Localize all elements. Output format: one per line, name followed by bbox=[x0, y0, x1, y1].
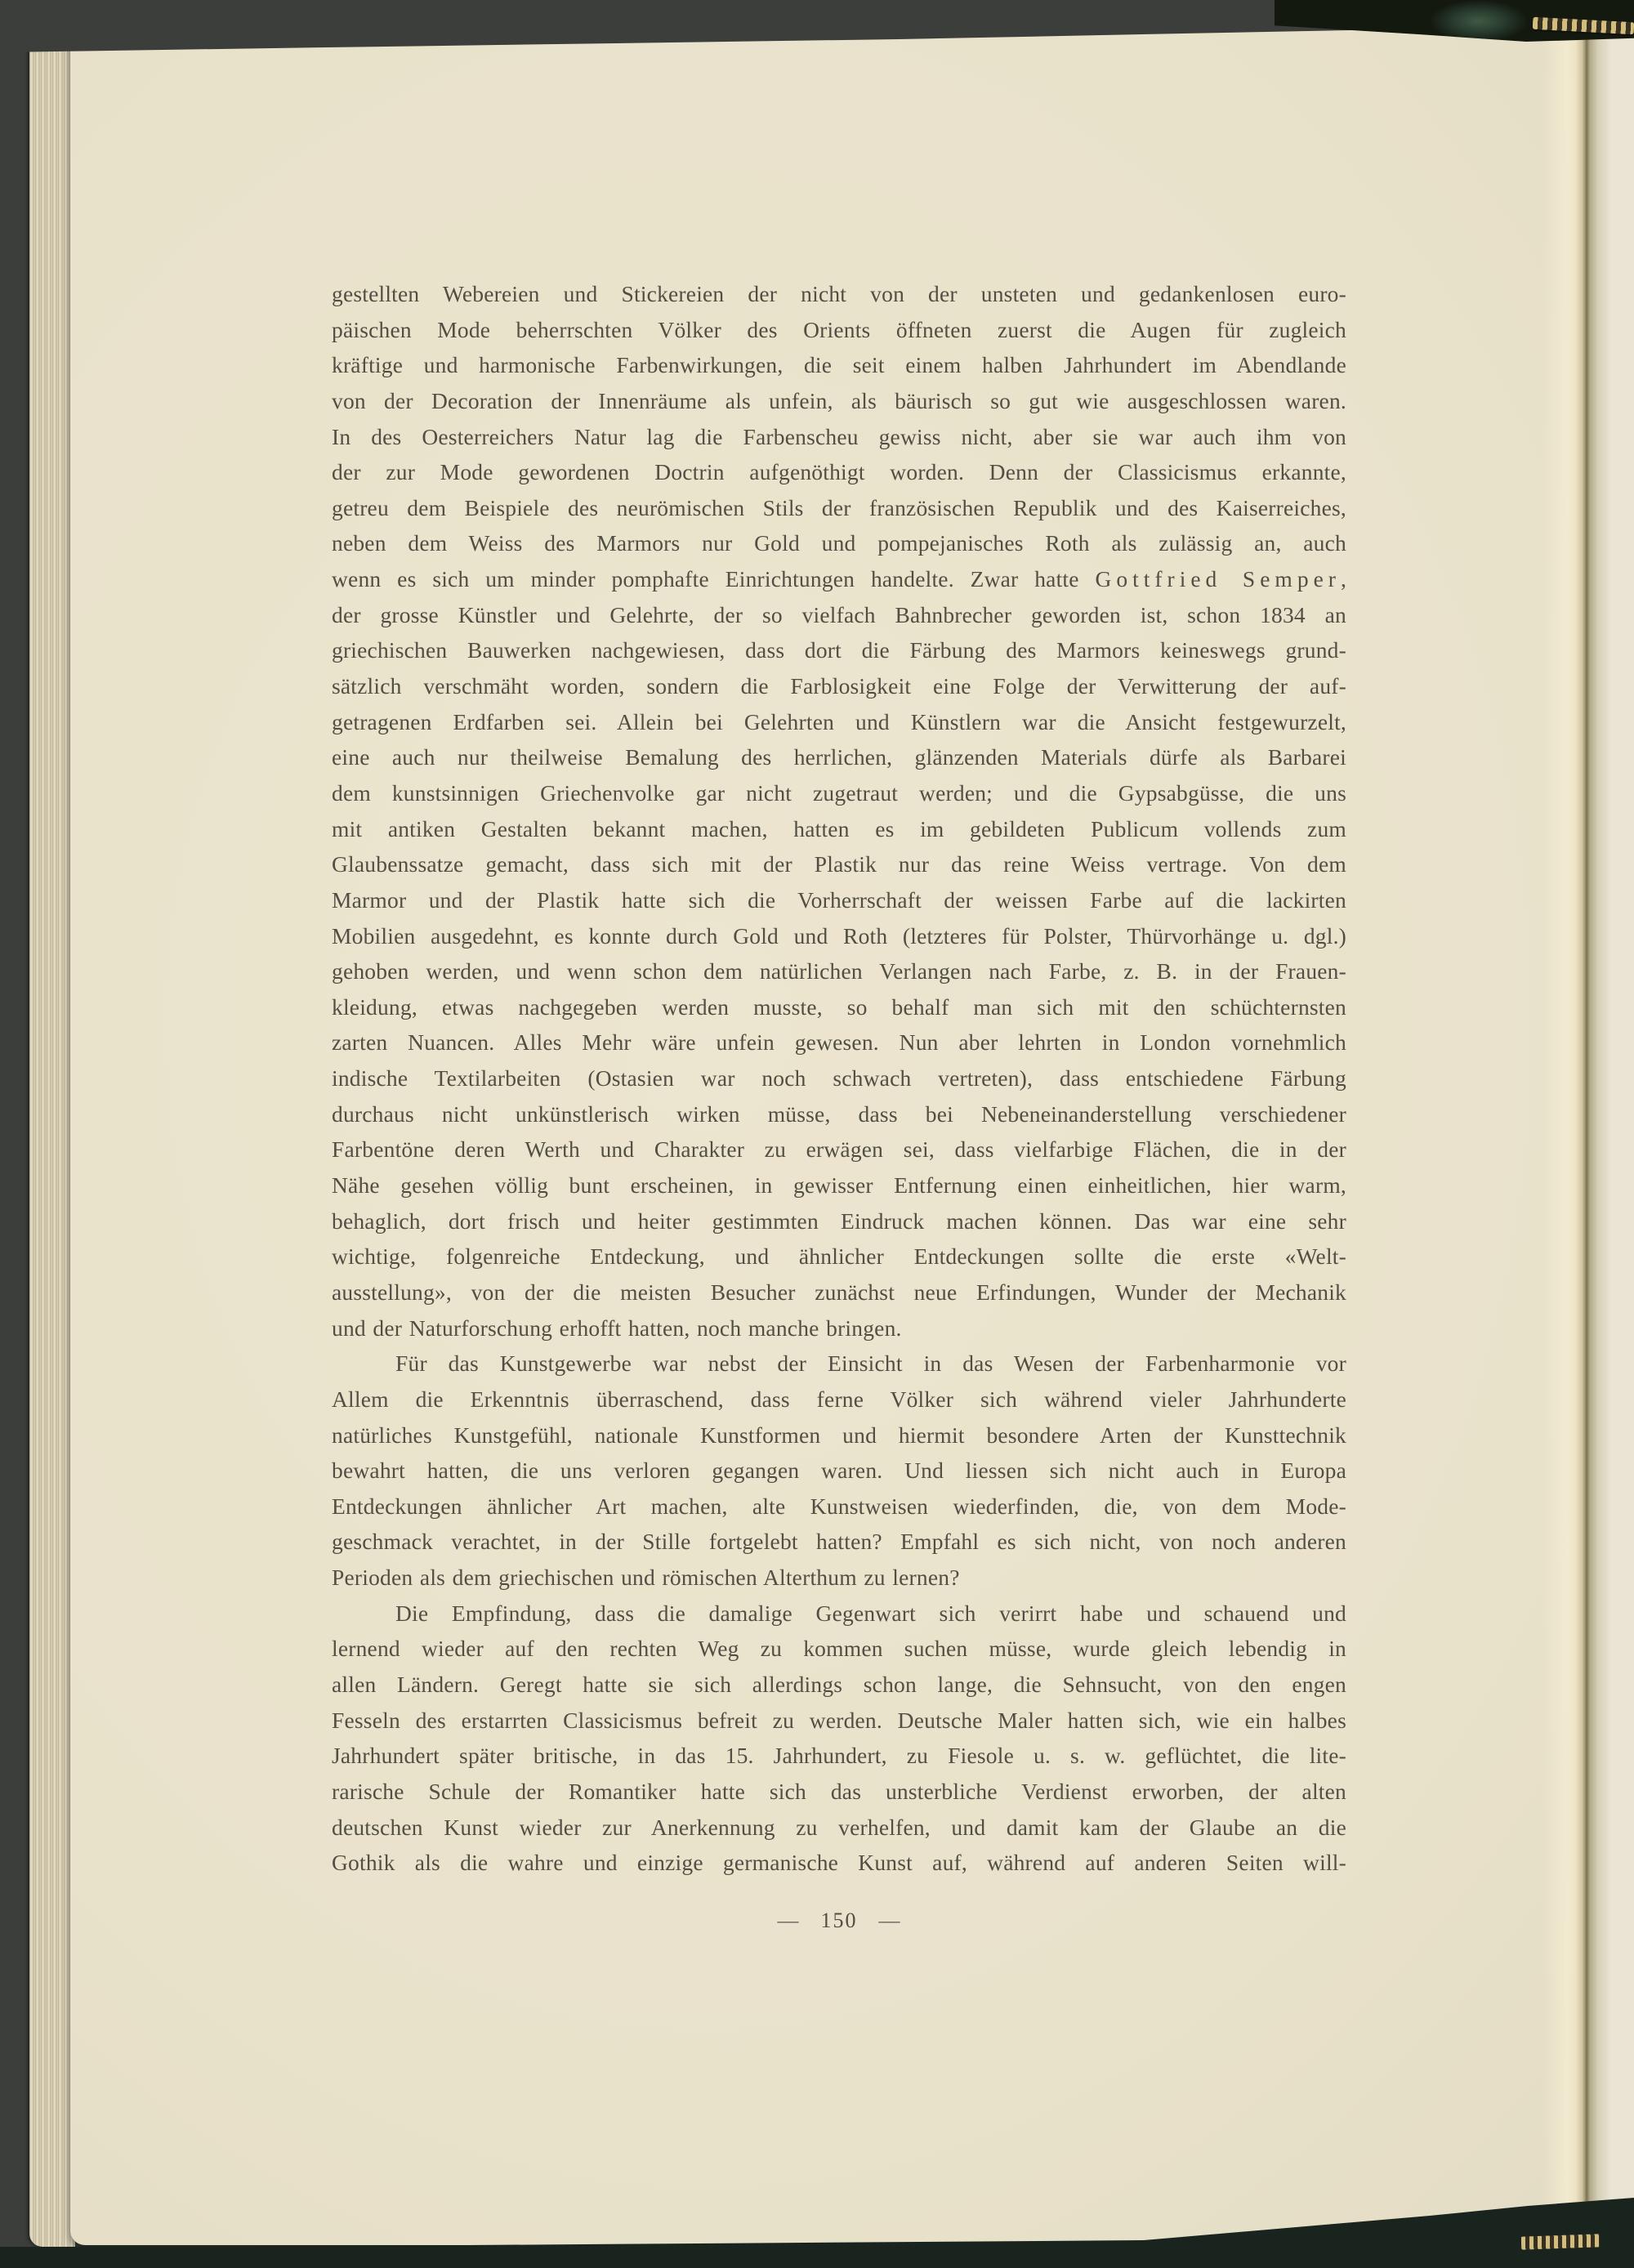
text-line: sätzlich verschmäht worden, sondern die Farblosigkeit eine Folge der Verwitterung der auf- bbox=[332, 673, 1346, 699]
text-line: päischen Mode beherrschten Völker des Orients öffneten zuerst die Augen für zugleich bbox=[332, 316, 1346, 342]
text-line: griechischen Bauwerken nachgewiesen, dass dort die Färbung des Marmors keineswegs grund- bbox=[332, 637, 1346, 663]
text-line: mit antiken Gestalten bekannt machen, hatten es im gebildeten Publicum vollends zum bbox=[332, 815, 1346, 842]
text-line: natürliches Kunstgefühl, nationale Kunstformen und hiermit besondere Arten der Kunsttechnik bbox=[332, 1422, 1346, 1448]
text-segment: , bbox=[1340, 566, 1346, 592]
text-line: Nähe gesehen völlig bunt erscheinen, in gewisser Entfernung einen einheitlichen, hier warm, bbox=[332, 1172, 1346, 1199]
paragraph bbox=[332, 1346, 1346, 1595]
adjacent-page bbox=[1587, 29, 1634, 2248]
text-line: Mobilien ausgedehnt, es konnte durch Gold und Roth (letzteres für Polster, Thürvorhänge u. dgl.) bbox=[332, 922, 1346, 949]
page-number-footer bbox=[332, 1909, 1346, 1933]
text-line: allen Ländern. Geregt hatte sie sich allerdings schon lange, die Sehnsucht, von den engen bbox=[332, 1671, 1346, 1697]
text-line: Jahrhundert später britische, in das 15. Jahrhundert, zu Fiesole u. s. w. geflüchtet, die lite- bbox=[332, 1743, 1346, 1769]
text-line: kleidung, etwas nachgegeben werden musste, so behalf man sich mit den schüchternsten bbox=[332, 993, 1346, 1020]
text-line: gehoben werden, und wenn schon dem natürlichen Verlangen nach Farbe, z. B. in der Frauen- bbox=[332, 958, 1346, 984]
text-line: wichtige, folgenreiche Entdeckung, und ähnlicher Entdeckungen sollte die erste «Welt- bbox=[332, 1243, 1346, 1270]
text-line: behaglich, dort frisch und heiter gestimmten Eindruck machen können. Das war eine sehr bbox=[332, 1208, 1346, 1234]
text-line: neben dem Weiss des Marmors nur Gold und pompejanisches Roth als zulässig an, auch bbox=[332, 530, 1346, 556]
text-line: Entdeckungen ähnlicher Art machen, alte Kunstweisen wiederfinden, die, von dem Mode- bbox=[332, 1493, 1346, 1519]
text-line bbox=[332, 561, 1346, 597]
text-line: rarische Schule der Romantiker hatte sich das unsterbliche Verdienst erworben, der alten bbox=[332, 1778, 1346, 1804]
text-line: lernend wieder auf den rechten Weg zu kommen suchen müsse, wurde gleich lebendig in bbox=[332, 1636, 1346, 1662]
text-line: gestellten Webereien und Stickereien der nicht von der unsteten und gedankenlosen euro- bbox=[332, 281, 1346, 306]
text-line: ausstellung», von der die meisten Besucher zunächst neue Erfindungen, Wunder der Mechanik bbox=[332, 1279, 1346, 1305]
text-line: Fesseln des erstarrten Classicismus befreit zu werden. Deutsche Maler hatten sich, wie ein halbes bbox=[332, 1707, 1346, 1733]
text-line: Gothik als die wahre und einzige germanische Kunst auf, während auf anderen Seiten will- bbox=[332, 1850, 1346, 1876]
text-line: Perioden als dem griechischen und römischen Alterthum zu lernen? bbox=[332, 1565, 960, 1591]
text-line: eine auch nur theilweise Bemalung des herrlichen, glänzenden Materials dürfe als Barbarei bbox=[332, 744, 1346, 770]
text-line: Allem die Erkenntnis überraschend, dass ferne Völker sich während vieler Jahrhunderte bbox=[332, 1386, 1346, 1412]
text-line: von der Decoration der Innenräume als unfein, als bäurisch so gut wie ausgeschlossen waren. bbox=[332, 387, 1346, 413]
text-line: und der Naturforschung erhofft hatten, noch manche bringen. bbox=[332, 1315, 902, 1341]
text-line: der grosse Künstler und Gelehrte, der so vielfach Bahnbrecher geworden ist, schon 1834 an bbox=[332, 601, 1346, 627]
text-line: der zur Mode gewordenen Doctrin aufgenöthigt worden. Denn der Classicismus erkannte, bbox=[332, 459, 1346, 485]
headband-bottom bbox=[1521, 2234, 1601, 2249]
footer-dash-left: — bbox=[777, 1909, 800, 1932]
text-line: Für das Kunstgewerbe war nebst der Einsicht in das Wesen der Farbenharmonie vor bbox=[395, 1351, 1346, 1377]
text-line: Marmor und der Plastik hatte sich die Vorherrschaft der weissen Farbe auf die lackirten bbox=[332, 886, 1346, 913]
text-line: In des Oesterreichers Natur lag die Farbenscheu gewiss nicht, aber sie war auch ihm von bbox=[332, 423, 1346, 449]
text-line: deutschen Kunst wieder zur Anerkennung zu verhelfen, und damit kam der Glaube an die bbox=[332, 1814, 1346, 1840]
emphasized-name: Gottfried Semper bbox=[1095, 566, 1341, 592]
paragraph bbox=[332, 1596, 1346, 1881]
text-segment: wenn es sich um minder pomphafte Einrichtungen handelte. Zwar hatte bbox=[332, 566, 1096, 592]
text-line: kräftige und harmonische Farbenwirkungen, die seit einem halben Jahrhundert im Abendlande bbox=[332, 352, 1346, 378]
text-line: zarten Nuancen. Alles Mehr wäre unfein gewesen. Nun aber lehrten in London vornehmlich bbox=[332, 1029, 1346, 1056]
text-line: Glaubenssatze gemacht, dass sich mit der Plastik nur das reine Weiss vertrage. Von dem bbox=[332, 851, 1346, 877]
footer-dash-right: — bbox=[878, 1909, 901, 1932]
paragraph bbox=[332, 276, 1346, 1346]
text-line: getragenen Erdfarben sei. Allein bei Gelehrten und Künstlern war die Ansicht festgewurzelt, bbox=[332, 708, 1346, 734]
page-number: 150 bbox=[820, 1909, 858, 1932]
text-line: durchaus nicht unkünstlerisch wirken müsse, dass bei Nebeneinanderstellung verschiedener bbox=[332, 1101, 1346, 1127]
text-line: Farbentöne deren Werth und Charakter zu erwägen sei, dass vielfarbige Flächen, die in der bbox=[332, 1136, 1346, 1163]
text-block bbox=[332, 276, 1346, 1881]
text-line: geschmack verachtet, in der Stille fortgelebt hatten? Empfahl es sich nicht, von noch anderen bbox=[332, 1529, 1346, 1555]
text-line: bewahrt hatten, die uns verloren gegangen waren. Und liessen sich nicht auch in Europa bbox=[332, 1458, 1346, 1484]
gutter-fold bbox=[1542, 28, 1587, 2245]
page-stack-edges bbox=[29, 46, 75, 2247]
text-line: indische Textilarbeiten (Ostasien war noch schwach vertreten), dass entschiedene Färbung bbox=[332, 1065, 1346, 1092]
text-line: Die Empfindung, dass die damalige Gegenwart sich verirrt habe und schauend und bbox=[395, 1600, 1346, 1626]
text-line: getreu dem Beispiele des neurömischen Stils der französischen Republik und des Kaiserreiches, bbox=[332, 494, 1346, 520]
text-line: dem kunstsinnigen Griechenvolke gar nicht zugetraut werden; und die Gypsabgüsse, die uns bbox=[332, 779, 1346, 806]
